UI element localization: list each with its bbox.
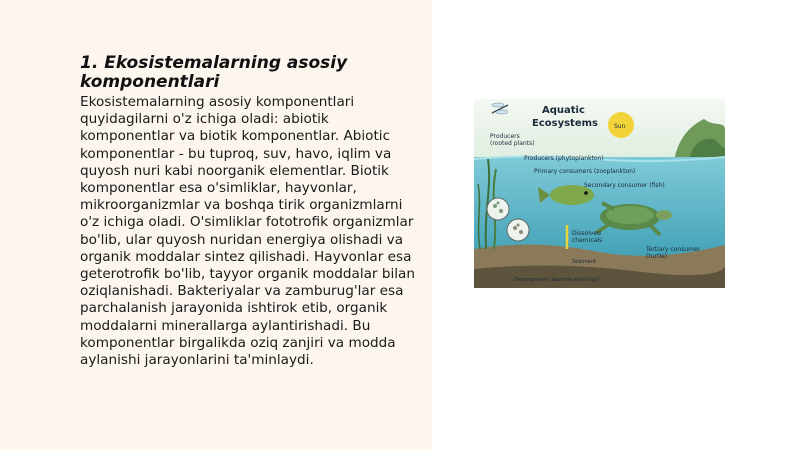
zooplankton-icon	[507, 219, 529, 241]
aquatic-ecosystem-illustration	[474, 99, 725, 288]
label-sediment: Sediment	[572, 259, 596, 265]
label-chemicals: chemicals	[572, 237, 603, 244]
ecosystem-diagram	[474, 99, 725, 288]
label-dissolved: Dissolved	[572, 230, 601, 237]
figure-title-line1: Aquatic	[542, 105, 585, 116]
phytoplankton-icon	[487, 198, 509, 220]
label-tertiary-sub: (turtle)	[646, 253, 668, 260]
sun-label: Sun	[614, 123, 626, 130]
label-producers-phyto: Producers (phytoplankton)	[524, 155, 604, 162]
label-producers-rooted: Producers	[490, 133, 520, 140]
label-decomposers: Decomposers (bacteria and fungi)	[514, 277, 600, 283]
label-tertiary-consumer: Tertiary consumer	[646, 246, 701, 253]
label-producers-rooted-sub: (rooted plants)	[490, 140, 535, 147]
slide-body-text: Ekosistemalarning asosiy komponentlari quyidagilarni o'z ichiga oladi: abiotik komponentlar va biotik komponentlar. Abiotic komponentlar - bu tuproq, suv, havo, iqlim va quyosh nuri kabi noorganik elementlar. Biotik komponentlar esa o'simliklar, hayvonlar, mikroorganizmlar va boshqa tirik organizmlarni o'z ichiga oladi. O'simliklar fototrofik organizmlar bo'lib, ular quyosh nuridan energiya olishadi va organik moddalar sintez qilishadi. Hayvonlar esa geterotrofik bo'lib, tayyor organik moddalar bilan oziqlanishadi. Bakteriyalar va zamburug'lar esa parchalanish jarayonida ishtirok etib, organik moddalarni minerallarga aylantirishadi. Bu komponentlar birgalikda oziq zanjiri va modda aylanishi jarayonlarini ta'minlaydi.	[80, 94, 415, 369]
label-primary-consumers: Primary consumers (zooplankton)	[534, 168, 636, 175]
label-secondary-consumer: Secondary consumer (fish)	[584, 182, 665, 189]
figure-title-line2: Ecosystems	[532, 118, 598, 129]
slide-title: 1. Ekosistemalarning asosiy komponentlari	[80, 53, 348, 92]
